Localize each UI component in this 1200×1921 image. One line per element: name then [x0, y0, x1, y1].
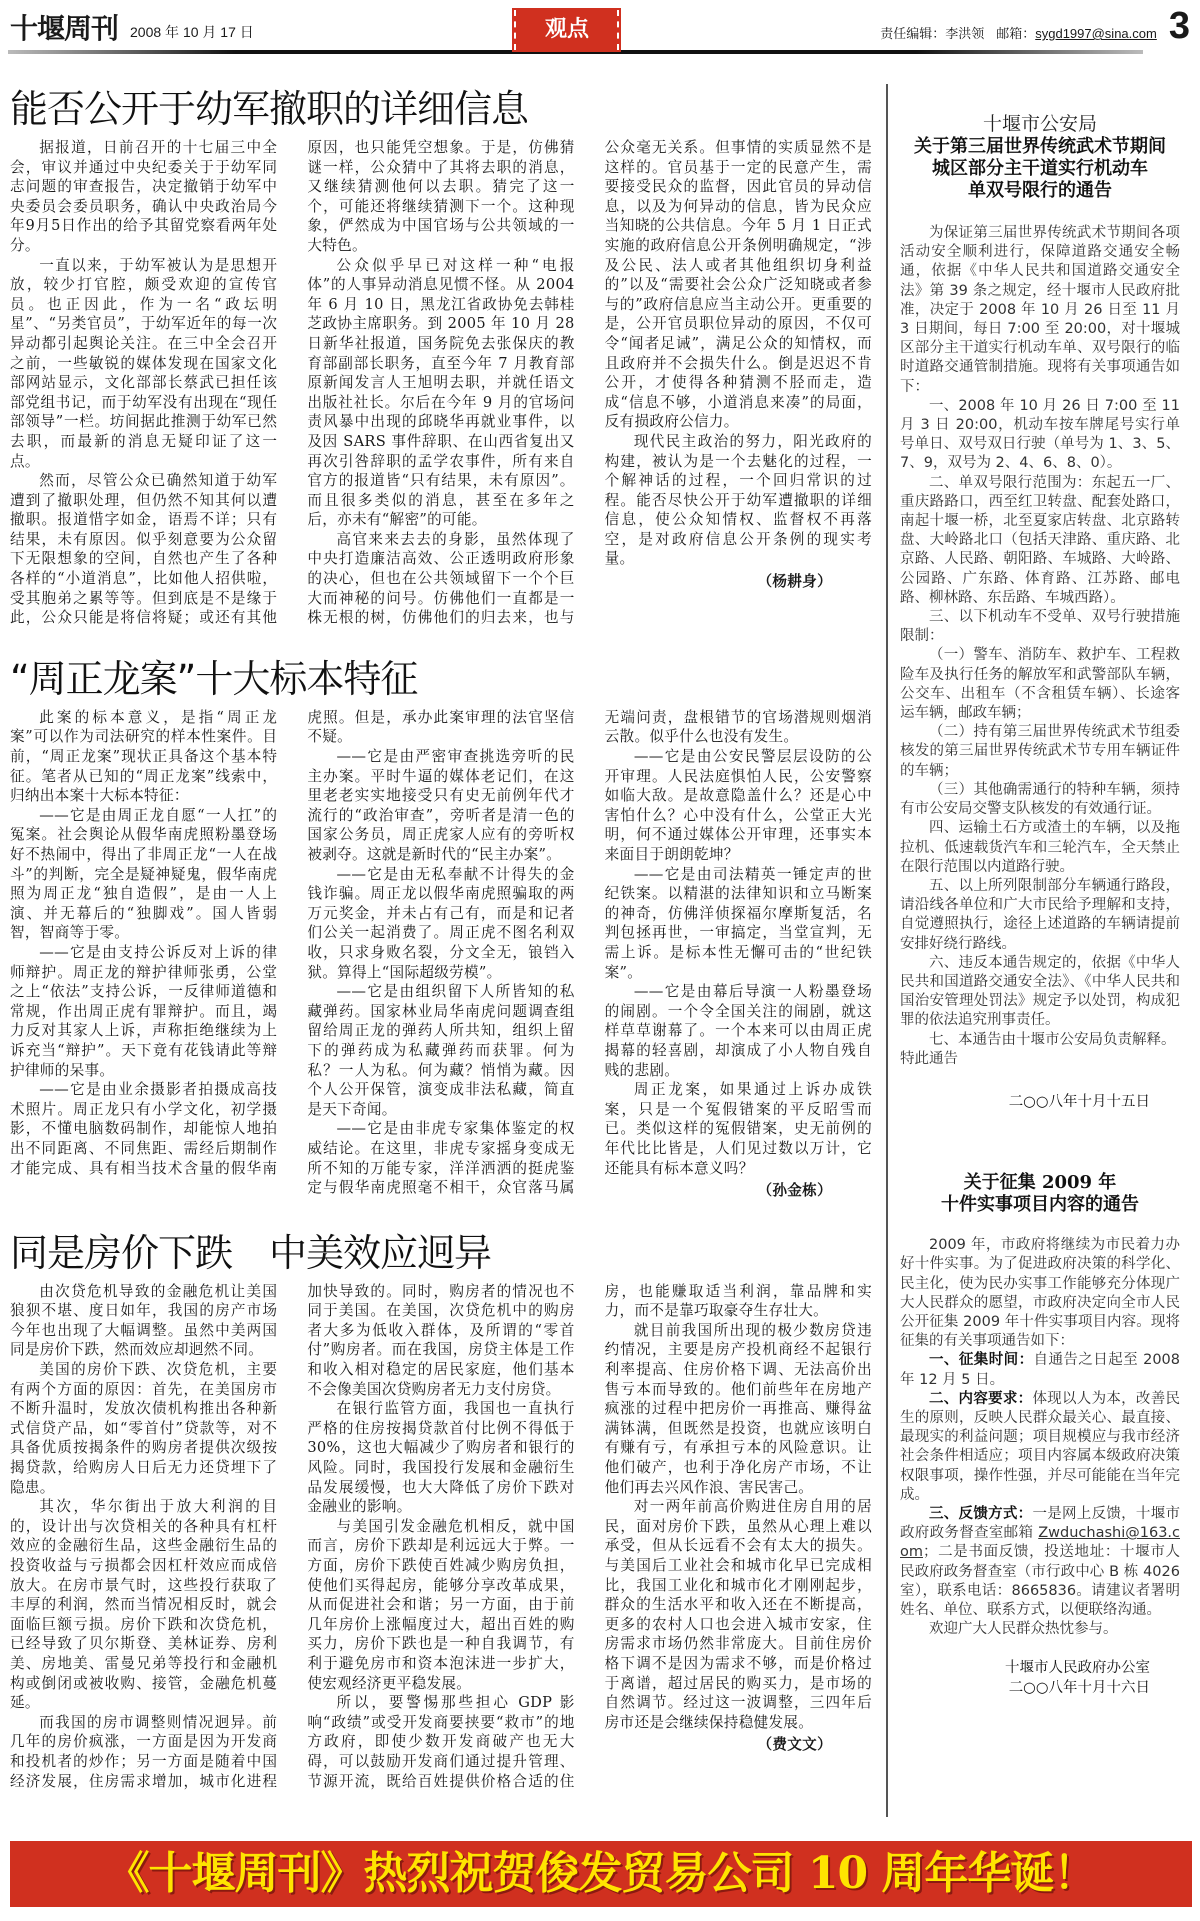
header-rule	[8, 50, 1143, 54]
article-body	[10, 1282, 872, 1791]
article-byline: （孙金栋）	[757, 1183, 832, 1200]
notice-title-line: 城区部分主干道实行机动车	[932, 158, 1148, 179]
notice-title-line: 单双号限行的通告	[968, 180, 1112, 201]
article-paragraph: ——它是由周正龙自愿“一人扛”的冤案。社会舆论从假华南虎照粉墨登场好不热闹中，得出了非周正龙“一人在战斗”的判断，完全是疑神疑鬼，假华南虎照为周正龙“独自造假”，是由一人上演、并无幕后的“独脚戏”。国人皆弱智，智商等于零。	[10, 806, 278, 942]
item-text: 自通告之日起至 2008 年 12 月 5 日。	[900, 1352, 1180, 1388]
article-body	[10, 708, 872, 1202]
page-number: 3	[1168, 5, 1190, 47]
sidebar	[900, 84, 1180, 1817]
notice-closing: 特此通告	[900, 1050, 958, 1067]
notice-issuer: 十堰市公安局	[982, 113, 1097, 135]
notice-paragraph: 六、违反本通告规定的，依据《中华人民共和国道路交通安全法》、《中华人民共和国治安管理处罚法》规定予以处罚，构成犯罪的依法追究刑事责任。	[900, 954, 1180, 1029]
article-byline: （费文文）	[757, 1737, 832, 1754]
notice-body	[900, 224, 1180, 1050]
notice-paragraph: （三）其他确需通行的特种车辆，须持有市公安局交警支队核发的有效通行证。	[900, 781, 1180, 818]
notice-paragraph: 二、单双号限行范围为：东起五一厂、重庆路路口，西至红卫转盘、配套处路口，南起十堰一桥，北至夏家店转盘、北京路转盘、大岭路北口（包括天津路、重庆路、北京路、人民路、朝阳路、车城路、大岭路、公园路、广东路、体育路、江苏路、邮电路、柳林路、东岳路、车城西路）。	[900, 474, 1180, 606]
item-text: 体现以人为本，改善民生的原则，反映人民群众最关心、最直接、最现实的利益问题；项目规模应与我市经济社会条件相适应；项目内容属本级政府决策权限事项，操作性强，并尽可能能在当年完成。	[900, 1390, 1180, 1503]
notice-paragraph: 一、2008 年 10 月 26 日 7:00 至 11 月 3 日 20:00，机动车按车牌尾号实行单号单日、双号双日行驶（单号为 1、3、5、7、9，双号为 2、4、6、8、0）。	[900, 397, 1180, 472]
notice-title-line: 十件实事项目内容的通告	[941, 1194, 1139, 1216]
article-paragraph: 高官来来去去的身影，虽然体现了中央打造廉洁高效、公正透明政府形象的决心，但也在公共领域留下一个个巨大而神秘的问号。仿佛他们一直都是一株无根的树，仿佛他们的归去来，也与公众毫无关系。但事情的实质显然不是这样的。官员基于一定的民意产生，需要接受民众的监督，因此官员的异动信息，以及为何异动的信息，皆为民众应当知晓的公共信息。今年 5 月 1 日正式实施的政府信息公开条例明确规定，“涉及公民、法人或者其他组织切身利益的”以及“需要社会公众广泛知晓或者参与的”政府信息应当主动公开。更重要的是，公开官员职位异动的原因，不仅可令“闻者足诫”，满足公众的知情权，而且政府并不会损失什么。倒是迟迟不肯公开，才使得各种猜测不胫而走，造成“信息不够，小道消息来凑”的局面，反有损政府公信力。	[307, 139, 872, 627]
item-label: 一、征集时间：	[929, 1352, 1034, 1369]
article-paragraph: 在银行监管方面，我国也一直执行严格的住房按揭贷款首付比例不得低于30%，这也大幅减少了购房者和银行的风险。同时，我国投行发展和金融衍生品发展缓慢，也大大降低了房价下跌对金融业的影响。	[307, 1400, 575, 1516]
section-tag: 观点	[514, 10, 619, 50]
traffic-notice	[900, 112, 1180, 1112]
notice-item	[900, 1390, 1180, 1505]
projects-notice	[900, 1172, 1180, 1698]
article-paragraph: 现代民主政治的努力，阳光政府的构建，被认为是一个去魅化的过程，一个解神话的过程，一个回归常识的过程。能否尽快公开于幼军遭撤职的详细信息，使公众知情权、监督权不再落空，是对政府信息公开条例的现实考量。	[604, 432, 872, 568]
article-body	[10, 138, 872, 628]
main-column	[0, 84, 882, 1817]
email-link[interactable]: sygd1997@sina.com	[1035, 26, 1157, 41]
article-paragraph: 所以，要警惕那些担心 GDP 影响“政绩”或受开发商要挟要“救市”的地方政府，即使少数开发商破产也无大碍，可以鼓励开发商们通过提升管理、节源开流，既给百姓提供价格合适的住房，也能赚取适当利润，靠品牌和实力，而不是靠巧取豪夺生存壮大。	[307, 1282, 872, 1790]
article-paragraph: 对一两年前高价购进住房自用的居民，面对房价下跌，虽然从心理上难以承受，但从长远看不会有太大的损失。与美国后工业社会和城市化早已完成相比，我国工业化和城市化才刚刚起步，群众的生活水平和收入还在不断提高，更多的农村人口也会进入城市安家，住房需求市场仍然非常庞大。目前住房价格下调不是因为需求不够，而是价格过于离谱，超过居民的购买力，是市场的自然调节。经过这一波调整，三四年后房市还是会继续保持稳健发展。	[604, 1498, 872, 1731]
item-text: 一是网上反馈，十堰市政府政务督查室邮箱	[900, 1505, 1180, 1542]
article-title: 同是房价下跌 中美效应迥异	[10, 1230, 492, 1275]
page-header	[0, 0, 1200, 46]
article-paragraph: 公众似乎早已对这样一种“电报体”的人事异动消息见惯不怪。从 2004 年 6 月 10 日，黑龙江省政协免去韩桂芝政协主席职务。到 2005 年 10 月 28 日新华社报道，国务院免去张保庆的教育部副部长职务，直至今年 7 月教育部原新闻发言人王旭明去职，并就任语文出版社社长。尔后在今年 9 月的官场问责风暴中出现的邱晓华再就业事件，以及因 SARS 事件辞职、在山西省复出又再次引咎辞职的孟学农事件，所有来自官方的报道皆“只有结果，未有原因”。而且很多类似的消息，甚至在多年之后，亦未有“解密”的可能。	[307, 256, 575, 529]
item-label: 二、内容要求：	[929, 1390, 1033, 1407]
article-paragraph: ——它是由公安民警层层设防的公开审理。人民法庭惧怕人民，公安警察如临大敌。是故意隐盖什么？还是心中害怕什么？心中没有什么，公堂正大光明，何不通过媒体公开审理，还事实本来面目于朗朗乾坤？	[604, 748, 872, 863]
issue-date: 2008 年 10 月 17 日	[130, 24, 254, 40]
masthead-logo: 十堰周刊	[10, 12, 119, 45]
email-label: 邮箱：	[996, 26, 1036, 41]
notice-date: 二○○八年十月十五日	[1008, 1093, 1150, 1110]
article-paragraph: 由次贷危机导致的金融危机让美国狼狈不堪、度日如年，我国的房产市场今年也出现了大幅调整。虽然中美两国同是房价下跌，然而效应却迥然不同。	[10, 1282, 278, 1359]
notice-title-line: 关于征集 2009 年	[963, 1172, 1117, 1194]
column-divider	[886, 84, 888, 1817]
notice-paragraph: （二）持有第三届世界传统武术节组委核发的第三届世界传统武术节专用车辆证件的车辆；	[900, 724, 1180, 779]
article-paragraph: 据报道，日前召开的十七届三中全会，审议并通过中央纪委关于于幼军同志问题的审查报告，决定撤销于幼军中央委员会委员职务，确认中央政治局今年9月5日作出的给予其留党察看两年处分。	[10, 139, 278, 254]
notice-paragraph: 三、以下机动车不受单、双号行驶措施限制：	[900, 609, 1180, 645]
article-title: “周正龙案”十大标本特征	[10, 656, 418, 701]
article-paragraph: ——它是由支持公诉反对上诉的律师辩护。周正龙的辩护律师张勇，公堂之上“依法”支持公诉，一反律师道德和常规，作出周正虎有罪辩护。而且，竭力反对其家人上诉，声称拒绝继续为上诉充当“辩护”。天下竟有花钱请此等辩护律师的呆事。	[10, 943, 278, 1079]
notice-signer: 十堰市人民政府办公室	[1005, 1660, 1150, 1677]
article-paragraph: 与美国引发金融危机相反，就中国而言，房价下跌却是利远远大于弊。一方面，房价下跌使百姓减少购房负担，使他们买得起房，能够分享改革成果，从而促进社会和谐；另一方面，由于前几年房价上涨幅度过大，超出百姓的购买力，房价下跌也是一种自我调节，有利于避免房市和资本泡沫进一步扩大，使宏观经济更平稳发展。	[307, 1517, 575, 1692]
article-title: 能否公开于幼军撤职的详细信息	[10, 87, 529, 131]
article-paragraph: 然而，尽管公众已确然知道于幼军遭到了撤职处理，但仍然不知其何以遭撤职。报道惜字如金，语焉不详；只有结果，未有原因。似乎刻意要为公众留下无限想象的空间，自然也产生了各种各样的“小道消息”，比如他人招供啦，受其胞弟之累等等。但到底是不是缘于此，公众只能是将信将疑；或还有其他原因，也只能凭空想象。于是，仿佛猜谜一样，公众猜中了其将去职的消息，又继续猜测他何以去职。猜完了这一个，可能还将继续猜测下一个。这种现象，俨然成为中国官场与公共领域的一大特色。	[10, 139, 575, 627]
notice-item	[900, 1505, 1180, 1620]
article-paragraph: 其次，华尔街出于放大利润的目的，设计出与次贷相关的各种具有杠杆效应的金融衍生品，这些金融衍生品的投资收益与亏损都会因杠杆效应而成倍放大。在房市景气时，这些投行获取了丰厚的利润，然而当情况相反时，就会面临巨额亏损。房价下跌和次贷危机，已经导致了贝尔斯登、美林证券、房利美、房地美、雷曼兄弟等投行和金融机构或倒闭或被收购、接管，金融危机蔓延。	[10, 1498, 278, 1712]
article-byline: （杨耕身）	[757, 574, 832, 591]
item-text: ；二是书面反馈，投送地址：十堰市人民政府政务督查室（市行政中心 B 栋 4026 室），联系电话：8665836。请建议者署明姓名、单位、联系方式，以便联络沟通。	[900, 1544, 1180, 1618]
article-paragraph: 此案的标本意义，是指“周正龙案”可以作为司法研究的样本性案件。目前，“周正龙案”现状正具备这个基本特征。笔者从已知的“周正龙案”线索中，归纳出本案十大标本特征：	[10, 708, 278, 805]
article-paragraph: 而我国的房市调整则情况迥异。前几年的房价疯涨，一方面是因为开发商和投机者的炒作；另一方面是随着中国经济发展，住房需求增加，城市化进程加快导致的。同时，购房者的情况也不同于美国。在美国，次贷危机中的购房者大多为低收入群体，及所谓的“零首付”购房者。而在我国，房贷主体是工作和收入相对稳定的居民家庭，他们基本不会像美国次贷购房者无力支付房贷。	[10, 1282, 575, 1790]
article-paragraph: 美国的房价下跌、次贷危机，主要有两个方面的原因：首先，在美国房市不断升温时，发放次债机构推出各种新式信贷产品，如“零首付”贷款等，对不具备优质按揭条件的购房者提供次级按揭贷款，给购房人日后无力还贷埋下了隐患。	[10, 1361, 278, 1496]
notice-paragraph: （一）警车、消防车、救护车、工程救险车及执行任务的解放军和武警部队车辆，公交车、出租车（不含租赁车辆）、长途客运车辆，邮政车辆；	[900, 647, 1180, 722]
notice-intro: 2009 年，市政府将继续为市民着力办好十件实事。为了促进政府决策的科学化、民主化，使为民办实事工作能够充分体现广大人民群众的愿望，市政府决定向全市人民公开征集 2009 年十件实事项目内容。现将征集的有关事项通告如下：	[900, 1237, 1180, 1350]
article-paragraph: 一直以来，于幼军被认为是思想开放，较少打官腔，颇受欢迎的宣传官员。也正因此，作为一名“政坛明星”、“另类官员”，于幼军近年的每一次异动都引起舆论关注。在三中全会召开之前，一些敏锐的媒体发现在国家文化部网站显示，文化部部长蔡武已担任该部党组书记，而于幼军没有出现在“现任部领导”一栏。坊间据此推测于幼军已然去职，而最新的消息无疑印证了这一点。	[10, 256, 278, 470]
editor-email	[996, 23, 1157, 46]
notice-title-line: 关于第三届世界传统武术节期间	[914, 136, 1166, 157]
article-paragraph: ——它是由非虎专家集体鉴定的权威结论。在这里，非虎专家摇身变成无所不知的万能专家，洋洋洒洒的挺虎鉴定与假华南虎照毫不相干，众官落马属无端问责，盘根错节的官场潜规则烟消云散。似乎什么也没有发生。	[307, 708, 872, 1197]
notice-paragraph: 七、本通告由十堰市公安局负责解释。	[929, 1031, 1176, 1048]
notice-paragraph: 五、以上所列限制部分车辆通行路段，请沿线各单位和广大市民给予理解和支持，自觉遵照执行，途径上述道路的车辆请提前安排好绕行路线。	[900, 877, 1180, 952]
responsible-editor: 责任编辑：李洪领	[880, 26, 985, 41]
article-paragraph: ——它是由无私奉献不计得失的金钱诈骗。周正龙以假华南虎照骗取的两万元奖金，并未占有己有，而是和记者们公关一起消费了。周正虎不图名利双收，只求身败名裂，分文全无，锒铛入狱。算得上“国际超级劳模”。	[307, 865, 575, 981]
article-paragraph: ——它是由组织留下人所皆知的私藏弹药。国家林业局华南虎问题调查组留给周正龙的弹药人所共知，组织上留下的弹药成为私藏弹药而获罪。何为私？一人为私。何为藏？悄悄为藏。因个人公开保管，演变成非法私藏，简直是天下奇闻。	[307, 983, 575, 1118]
article-paragraph: ——它是由幕后导演一人粉墨登场的闹剧。一个令全国关注的闹剧，就这样草草谢幕了。一个本来可以由周正虎揭幕的轻喜剧，却演成了小人物自残自贱的悲剧。	[604, 983, 872, 1079]
item-label: 三、反馈方式：	[929, 1505, 1033, 1522]
notice-paragraph: 四、运输土石方或渣土的车辆，以及拖拉机、低速载货汽车和三轮汽车，全天禁止在限行范围以内道路行驶。	[900, 820, 1180, 875]
feedback-email-link[interactable]: Zwduchashi@163.com	[900, 1525, 1180, 1561]
article-paragraph: ——它是由业余摄影者拍摄成高技术照片。周正龙只有小学文化，初学摄影，不懂电脑数码制作，却能惊人地拍出不同距离、不同焦距、需经后期制作才能完成、具有相当技术含量的假华南虎照。但是，承办此案审理的法官坚信不疑。	[10, 708, 575, 1177]
article-paragraph: 周正龙案，如果通过上诉办成铁案，只是一个冤假错案的平反昭雪而已。类似这样的冤假错案，史无前例的年代比比皆是，人们见过数以万计，它还能具有标本意义吗？	[604, 1081, 872, 1177]
article-paragraph: ——它是由严密审查挑选旁听的民主办案。平时牛逼的媒体老记们，在这里老老实实地接受只有史无前例年代才流行的“政治审查”，旁听者是清一色的国家公务员，周正虎家人应有的旁听权被剥夺。这就是新时代的“民主办案”。	[307, 748, 575, 863]
congratulation-banner: 《十堰周刊》热烈祝贺俊发贸易公司 10 周年华诞！	[10, 1841, 1192, 1907]
page-layout	[0, 84, 1200, 1817]
article-paragraph: ——它是由司法精英一锤定声的世纪铁案。以精湛的法律知识和立马断案的神奇，仿佛洋侦探福尔摩斯复活，名判包拯再世，一审搞定，当堂宣判，无需上诉。是标本性无懈可击的“世纪铁案”。	[604, 865, 872, 981]
notice-item	[900, 1351, 1180, 1389]
notice-date: 二○○八年十月十六日	[1008, 1679, 1150, 1696]
article-paragraph: 就目前我国所出现的极少数房贷违约情况，主要是房产投机商经不起银行利率提高、住房价格下调、无法高价出售亏本而导致的。他们前些年在房地产疯涨的过程中把房价一再推高、赚得盆满钵满，但既然是投资，也就应该明白有赚有亏，有承担亏本的风险意识。让他们破产，也利于净化房产市场，不让他们再去兴风作浪、害民害己。	[604, 1321, 872, 1496]
notice-welcome: 欢迎广大人民群众热忱参与。	[929, 1621, 1118, 1638]
notice-paragraph: 为保证第三届世界传统武术节期间各项活动安全顺利进行，保障道路交通安全畅通，依据《中华人民共和国道路交通安全法》第 39 条之规定，经十堰市人民政府批准，决定于 2008 年 10 月 26 日至 11 月 3 日期间，每日 7:00 至 20:00，对十堰城区部分主干道实行机动车单、双号限行的临时道路交通管制措施。现将有关事项通告如下：	[900, 225, 1180, 395]
